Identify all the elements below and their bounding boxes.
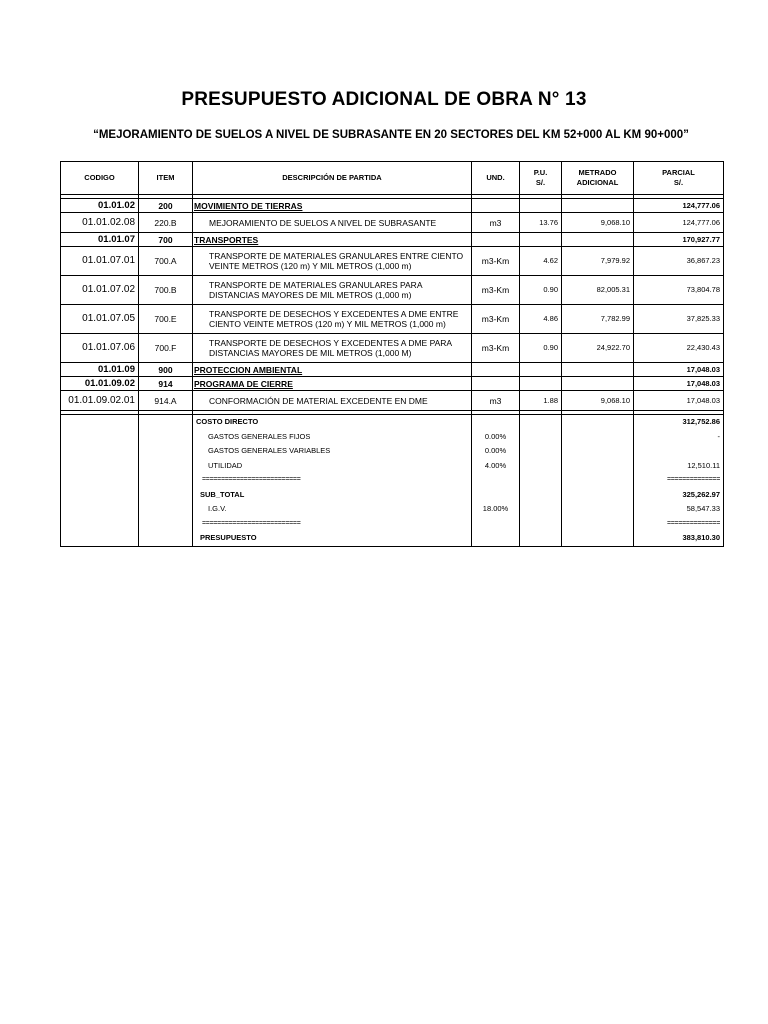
cell-metrado <box>562 377 634 391</box>
header-parcial <box>634 162 724 195</box>
table-row <box>61 377 724 391</box>
cell-item: 700 <box>139 233 193 247</box>
cell-und: m3-Km <box>472 276 520 305</box>
table-row <box>61 363 724 377</box>
cell-descripcion: PROGRAMA DE CIERRE <box>193 377 472 391</box>
cell-parcial: 37,825.33 <box>634 305 724 334</box>
table-header-row <box>61 162 724 195</box>
gg-variables-value <box>634 444 724 459</box>
cell-item: 200 <box>139 199 193 213</box>
utilidad-pct: 4.00% <box>472 459 520 474</box>
cell-descripcion: PROTECCION AMBIENTAL <box>193 363 472 377</box>
summary-row-gg-fijos <box>61 430 724 445</box>
table-row <box>61 305 724 334</box>
presupuesto-label: PRESUPUESTO <box>193 531 472 546</box>
cell-codigo: 01.01.09 <box>61 363 139 377</box>
cell-descripcion: MOVIMIENTO DE TIERRAS <box>193 199 472 213</box>
cell-pu: 13.76 <box>520 213 562 233</box>
cell-und <box>472 363 520 377</box>
cell-descripcion: TRANSPORTE DE MATERIALES GRANULARES PARA DISTANCIAS MAYORES DE MIL METROS (1,000 m) <box>193 276 472 305</box>
igv-value: 58,547.33 <box>634 502 724 517</box>
separator-desc: ========================== <box>193 517 472 532</box>
subtotal-value: 325,262.97 <box>634 488 724 503</box>
cell-metrado: 9,068.10 <box>562 391 634 411</box>
cell-pu: 0.90 <box>520 276 562 305</box>
cell-descripcion: TRANSPORTE DE DESECHOS Y EXCEDENTES A DME PARA DISTANCIAS MAYORES DE MIL METROS (1,000 M) <box>193 334 472 363</box>
budget-table <box>60 161 724 547</box>
document-subtitle: “MEJORAMIENTO DE SUELOS A NIVEL DE SUBRASANTE EN 20 SECTORES DEL KM 52+000 AL KM 90+000” <box>93 129 689 141</box>
header-codigo: CODIGO <box>61 162 139 195</box>
table-row <box>61 233 724 247</box>
document-title: PRESUPUESTO ADICIONAL DE OBRA N° 13 <box>181 89 587 110</box>
table-row <box>61 391 724 411</box>
cell-codigo: 01.01.02 <box>61 199 139 213</box>
cell-codigo: 01.01.07.05 <box>61 305 139 334</box>
cell-metrado: 7,782.99 <box>562 305 634 334</box>
cell-und <box>472 377 520 391</box>
cell-descripcion: TRANSPORTES <box>193 233 472 247</box>
header-pu-line2: S/. <box>535 178 546 187</box>
summary-row-separator <box>61 517 724 532</box>
cell-und: m3-Km <box>472 247 520 276</box>
table-row <box>61 213 724 233</box>
cell-pu: 4.62 <box>520 247 562 276</box>
cell-descripcion: TRANSPORTE DE DESECHOS Y EXCEDENTES A DME ENTRE CIENTO VEINTE METROS (120 m) Y MIL METROS (1,000 m) <box>193 305 472 334</box>
cell-parcial: 22,430.43 <box>634 334 724 363</box>
cell-codigo: 01.01.07.01 <box>61 247 139 276</box>
costo-directo-label: COSTO DIRECTO <box>193 415 472 430</box>
cell-parcial: 124,777.06 <box>634 199 724 213</box>
cell-und <box>472 233 520 247</box>
gg-variables-label: GASTOS GENERALES VARIABLES <box>193 444 472 459</box>
cell-item: 900 <box>139 363 193 377</box>
summary-row-utilidad <box>61 459 724 474</box>
cell-parcial: 17,048.03 <box>634 377 724 391</box>
table-row <box>61 199 724 213</box>
table-row <box>61 276 724 305</box>
summary-row-presupuesto <box>61 531 724 546</box>
gg-fijos-value: - <box>634 430 724 445</box>
header-und: UND. <box>472 162 520 195</box>
gg-fijos-pct: 0.00% <box>472 430 520 445</box>
separator-desc: ========================== <box>193 473 472 488</box>
cell-parcial: 170,927.77 <box>634 233 724 247</box>
cell-und: m3 <box>472 213 520 233</box>
header-descripcion: DESCRIPCIÓN DE PARTIDA <box>193 162 472 195</box>
cell-codigo: 01.01.07 <box>61 233 139 247</box>
table-row <box>61 247 724 276</box>
cell-und <box>472 199 520 213</box>
header-item: ITEM <box>139 162 193 195</box>
cell-item: 700.B <box>139 276 193 305</box>
cell-metrado: 9,068.10 <box>562 213 634 233</box>
utilidad-label: UTILIDAD <box>193 459 472 474</box>
cell-codigo: 01.01.09.02.01 <box>61 391 139 411</box>
cell-parcial: 17,048.03 <box>634 363 724 377</box>
cell-pu <box>520 363 562 377</box>
header-pu <box>520 162 562 195</box>
cell-pu: 0.90 <box>520 334 562 363</box>
header-pu-line1: P.U. <box>533 168 548 177</box>
cell-pu <box>520 377 562 391</box>
header-metrado-line1: METRADO <box>578 168 617 177</box>
cell-descripcion: TRANSPORTE DE MATERIALES GRANULARES ENTRE CIENTO VEINTE METROS (120 m) Y MIL METROS (1,000 m) <box>193 247 472 276</box>
cell-item: 700.A <box>139 247 193 276</box>
igv-pct: 18.00% <box>472 502 520 517</box>
cell-item: 220.B <box>139 213 193 233</box>
cell-item: 700.F <box>139 334 193 363</box>
header-metrado <box>562 162 634 195</box>
table-row <box>61 334 724 363</box>
cell-pu: 1.88 <box>520 391 562 411</box>
cell-parcial: 73,804.78 <box>634 276 724 305</box>
cell-metrado <box>562 363 634 377</box>
cell-item: 914 <box>139 377 193 391</box>
cell-parcial: 124,777.06 <box>634 213 724 233</box>
cell-parcial: 17,048.03 <box>634 391 724 411</box>
costo-directo-value: 312,752.86 <box>634 415 724 430</box>
cell-parcial: 36,867.23 <box>634 247 724 276</box>
cell-und: m3-Km <box>472 305 520 334</box>
summary-row-costo-directo <box>61 415 724 430</box>
cell-item: 700.E <box>139 305 193 334</box>
cell-und: m3-Km <box>472 334 520 363</box>
separator-value: ============== <box>634 473 724 488</box>
cell-descripcion: MEJORAMIENTO DE SUELOS A NIVEL DE SUBRASANTE <box>193 213 472 233</box>
cell-codigo: 01.01.02.08 <box>61 213 139 233</box>
utilidad-value: 12,510.11 <box>634 459 724 474</box>
gg-variables-pct: 0.00% <box>472 444 520 459</box>
cell-codigo: 01.01.09.02 <box>61 377 139 391</box>
summary-row-separator <box>61 473 724 488</box>
subtotal-label: SUB_TOTAL <box>193 488 472 503</box>
summary-row-subtotal <box>61 488 724 503</box>
header-parcial-line2: S/. <box>673 178 684 187</box>
header-metrado-line2: ADICIONAL <box>576 178 619 187</box>
cell-metrado: 24,922.70 <box>562 334 634 363</box>
cell-metrado: 7,979.92 <box>562 247 634 276</box>
header-parcial-line1: PARCIAL <box>662 168 695 177</box>
cell-pu <box>520 233 562 247</box>
cell-codigo: 01.01.07.06 <box>61 334 139 363</box>
cell-metrado <box>562 199 634 213</box>
cell-item: 914.A <box>139 391 193 411</box>
cell-codigo: 01.01.07.02 <box>61 276 139 305</box>
cell-metrado <box>562 233 634 247</box>
igv-label: I.G.V. <box>193 502 472 517</box>
cell-und: m3 <box>472 391 520 411</box>
presupuesto-value: 383,810.30 <box>634 531 724 546</box>
cell-descripcion: CONFORMACIÓN DE MATERIAL EXCEDENTE EN DME <box>193 391 472 411</box>
cell-pu <box>520 199 562 213</box>
cell-metrado: 82,005.31 <box>562 276 634 305</box>
cell-pu: 4.86 <box>520 305 562 334</box>
summary-row-gg-variables <box>61 444 724 459</box>
summary-row-igv <box>61 502 724 517</box>
gg-fijos-label: GASTOS GENERALES FIJOS <box>193 430 472 445</box>
separator-value: ============== <box>634 517 724 532</box>
